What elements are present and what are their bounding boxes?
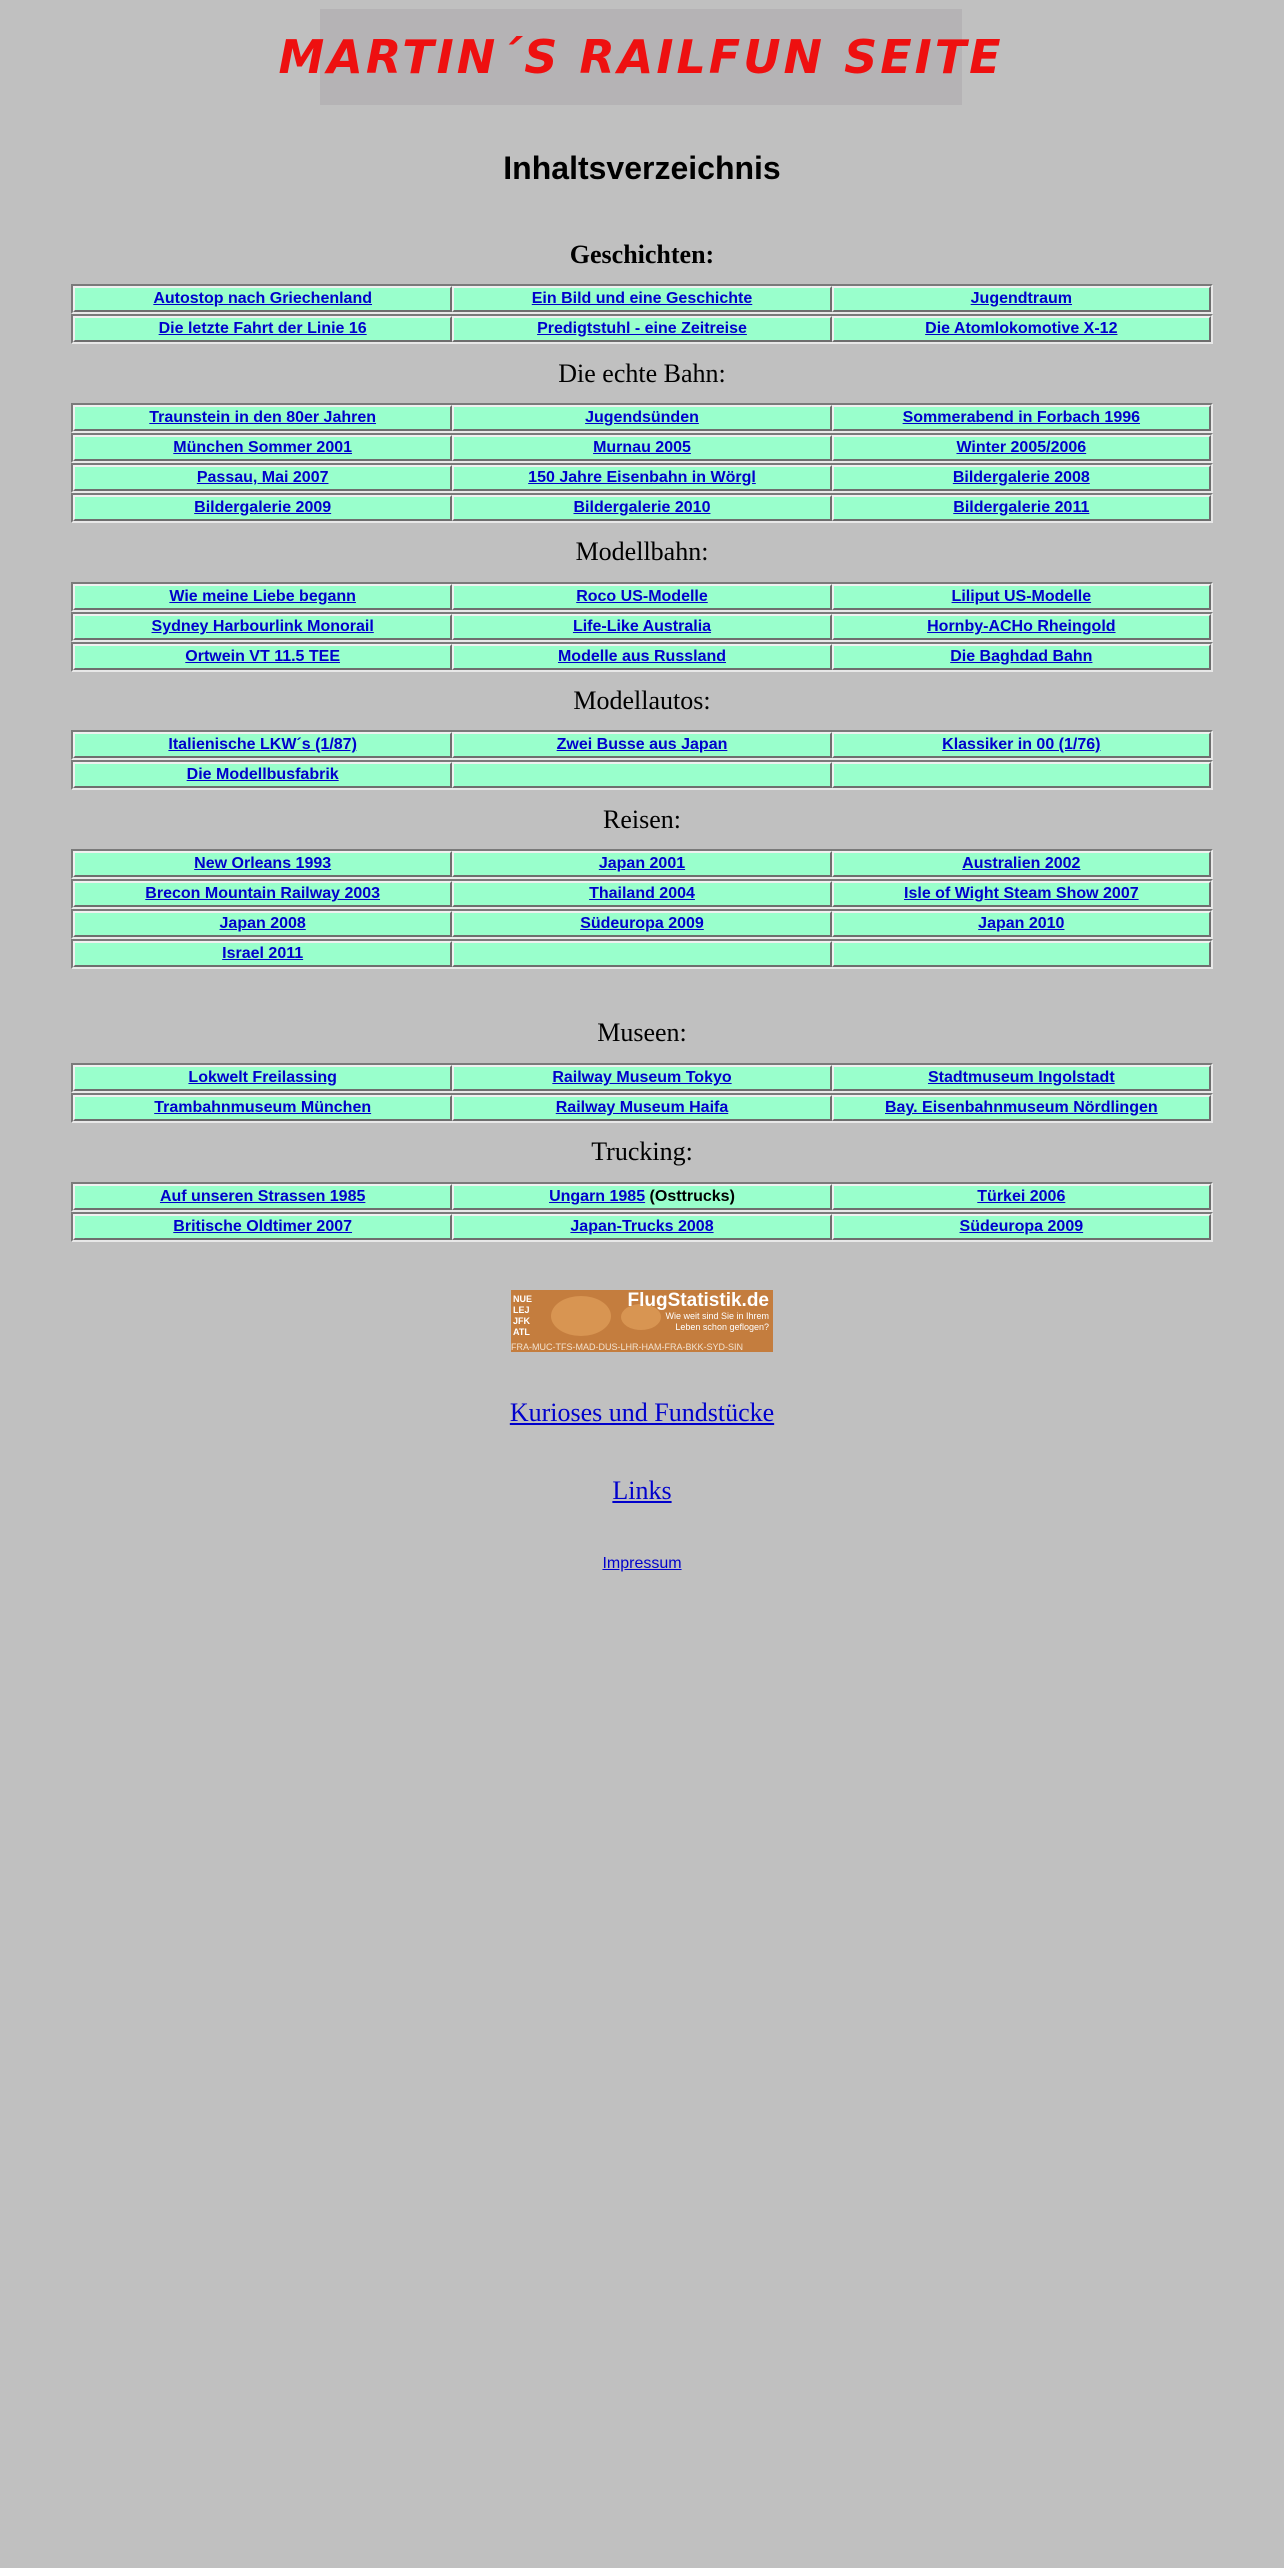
table-cell	[73, 584, 452, 610]
nav-link[interactable]: Ortwein VT 11.5 TEE	[185, 648, 341, 665]
section-heading-geschichten: Geschichten:	[569, 240, 715, 269]
nav-link[interactable]: Japan-Trucks 2008	[570, 1218, 714, 1235]
section-heading-trucking: Trucking:	[591, 1137, 693, 1166]
table-cell	[452, 851, 831, 877]
page-title: Inhaltsverzeichnis	[503, 150, 781, 186]
table-cell	[73, 1065, 452, 1091]
table-cell	[832, 584, 1211, 610]
nav-link[interactable]: Bildergalerie 2009	[194, 499, 332, 516]
link-suffix: (Osttrucks)	[645, 1188, 735, 1205]
flugstatistik-routes: FRA-MUC-TFS-MAD-DUS-LHR-HAM-FRA-BKK-SYD-SIN	[511, 1342, 743, 1352]
flugstatistik-banner[interactable]	[511, 1290, 773, 1352]
table-cell	[73, 644, 452, 670]
table-cell	[73, 851, 452, 877]
nav-link[interactable]: Winter 2005/2006	[956, 439, 1087, 456]
table-cell	[832, 644, 1211, 670]
table-row	[71, 849, 1213, 879]
nav-link[interactable]: Thailand 2004	[589, 885, 695, 902]
nav-link[interactable]: Brecon Mountain Railway 2003	[145, 885, 381, 902]
table-cell	[832, 941, 1211, 967]
nav-link[interactable]: Japan 2001	[598, 855, 686, 872]
nav-link[interactable]: Isle of Wight Steam Show 2007	[904, 885, 1139, 902]
table-cell	[73, 286, 452, 312]
nav-link[interactable]: Bay. Eisenbahnmuseum Nördlingen	[885, 1099, 1158, 1116]
section-heading-echte-bahn: Die echte Bahn:	[558, 359, 726, 388]
kurioses-link-wrap	[0, 1398, 1284, 1428]
nav-link[interactable]: Lokwelt Freilassing	[188, 1069, 337, 1086]
nav-link[interactable]: Die Baghdad Bahn	[950, 648, 1093, 665]
table-cell	[832, 911, 1211, 937]
table-cell	[452, 1184, 831, 1210]
table-cell	[73, 495, 452, 521]
nav-link[interactable]: Life-Like Australia	[572, 618, 712, 635]
table-cell	[452, 1095, 831, 1121]
table-cell	[452, 732, 831, 758]
nav-link[interactable]: Klassiker in 00 (1/76)	[942, 736, 1101, 753]
table-cell	[73, 316, 452, 342]
nav-link[interactable]: Stadtmuseum Ingolstadt	[927, 1069, 1115, 1086]
nav-link[interactable]: Predigtstuhl - eine Zeitreise	[537, 320, 747, 337]
table-row	[71, 909, 1213, 939]
nav-link[interactable]: Südeuropa 2009	[959, 1218, 1084, 1235]
table-cell	[73, 1184, 452, 1210]
table-cell	[832, 405, 1211, 431]
nav-link[interactable]: Murnau 2005	[593, 439, 691, 456]
table-row	[71, 493, 1213, 523]
nav-link[interactable]: Autostop nach Griechenland	[153, 290, 372, 307]
table-row	[71, 433, 1213, 463]
table-row	[71, 760, 1213, 790]
nav-link[interactable]: Railway Museum Tokyo	[552, 1069, 732, 1086]
table-cell	[832, 1065, 1211, 1091]
table-cell	[73, 465, 452, 491]
table-cell	[832, 435, 1211, 461]
table-row	[71, 403, 1213, 433]
table-cell	[73, 732, 452, 758]
nav-link[interactable]: Italienische LKW´s (1/87)	[168, 736, 357, 753]
nav-link[interactable]: Modelle aus Russland	[557, 648, 727, 665]
flugstatistik-subtitle-line: Wie weit sind Sie in Ihrem	[665, 1311, 769, 1321]
table-cell	[832, 286, 1211, 312]
table-cell	[452, 1214, 831, 1240]
nav-link[interactable]: Trambahnmuseum München	[154, 1099, 372, 1116]
nav-link[interactable]: Jugendsünden	[585, 409, 699, 426]
table-cell	[832, 732, 1211, 758]
nav-link[interactable]: Bildergalerie 2011	[953, 499, 1090, 516]
airport-codes	[513, 1294, 532, 1338]
table-row	[71, 642, 1213, 672]
nav-link[interactable]: Die Modellbusfabrik	[186, 766, 339, 783]
nav-link[interactable]: 150 Jahre Eisenbahn in Wörgl	[528, 469, 756, 486]
table-cell	[73, 1214, 452, 1240]
table-reisen	[71, 849, 1213, 969]
table-cell	[452, 644, 831, 670]
table-cell	[452, 911, 831, 937]
table-row	[71, 463, 1213, 493]
banner-title: MARTIN´S RAILFUN SEITE	[278, 30, 1004, 84]
nav-link[interactable]: Australien 2002	[962, 855, 1081, 872]
table-cell	[73, 1095, 452, 1121]
table-row	[71, 612, 1213, 642]
nav-link[interactable]: Railway Museum Haifa	[555, 1099, 729, 1116]
table-cell	[832, 465, 1211, 491]
nav-link[interactable]: Sommerabend in Forbach 1996	[902, 409, 1141, 426]
airport-code: ATL	[513, 1327, 530, 1337]
section-heading-museen: Museen:	[597, 1018, 687, 1047]
table-cell	[832, 1184, 1211, 1210]
nav-link[interactable]: Britische Oldtimer 2007	[173, 1218, 353, 1235]
table-cell	[73, 405, 452, 431]
nav-link[interactable]: Ein Bild und eine Geschichte	[531, 290, 753, 307]
kurioses-link[interactable]: Kurioses und Fundstücke	[509, 1398, 775, 1427]
table-modellbahn	[71, 582, 1213, 672]
airport-code: NUE	[513, 1294, 533, 1304]
nav-link[interactable]: Auf unseren Strassen 1985	[159, 1188, 366, 1205]
nav-link[interactable]: Traunstein in den 80er Jahren	[149, 409, 377, 426]
nav-link[interactable]: Sydney Harbourlink Monorail	[151, 618, 374, 635]
table-cell	[452, 286, 831, 312]
table-cell	[73, 762, 452, 788]
table-cell	[832, 851, 1211, 877]
nav-link[interactable]: Die letzte Fahrt der Linie 16	[158, 320, 367, 337]
table-cell	[832, 762, 1211, 788]
impressum-link-wrap	[0, 1555, 1284, 1573]
table-cell	[832, 881, 1211, 907]
table-row	[71, 314, 1213, 344]
table-cell	[832, 316, 1211, 342]
nav-link[interactable]: Wie meine Liebe begann	[169, 588, 356, 605]
map-shape	[551, 1296, 611, 1336]
table-row	[71, 1212, 1213, 1242]
flugstatistik-subtitle	[665, 1311, 769, 1333]
table-cell	[452, 405, 831, 431]
table-cell	[452, 762, 831, 788]
table-cell	[452, 881, 831, 907]
table-museen	[71, 1063, 1213, 1123]
table-cell	[452, 614, 831, 640]
nav-link[interactable]: Israel 2011	[222, 945, 304, 962]
airport-code: LEJ	[513, 1305, 530, 1315]
nav-link[interactable]: New Orleans 1993	[194, 855, 332, 872]
nav-link[interactable]: Japan 2010	[978, 915, 1065, 932]
table-echte-bahn	[71, 403, 1213, 523]
section-heading-modellautos: Modellautos:	[573, 686, 711, 715]
nav-link[interactable]: Japan 2008	[219, 915, 306, 932]
table-cell	[452, 1065, 831, 1091]
table-row	[71, 939, 1213, 969]
table-row	[71, 1093, 1213, 1123]
nav-link[interactable]: Die Atomlokomotive X-12	[925, 320, 1118, 337]
section-heading-reisen: Reisen:	[603, 805, 681, 834]
nav-link[interactable]: München Sommer 2001	[173, 439, 353, 456]
table-geschichten	[71, 284, 1213, 344]
table-cell	[832, 1095, 1211, 1121]
nav-link[interactable]: Passau, Mai 2007	[196, 469, 329, 486]
table-cell	[73, 941, 452, 967]
table-cell	[73, 614, 452, 640]
table-row	[71, 284, 1213, 314]
table-cell	[452, 941, 831, 967]
nav-link[interactable]: Zwei Busse aus Japan	[556, 736, 728, 753]
table-cell	[832, 495, 1211, 521]
links-link[interactable]: Links	[612, 1476, 672, 1505]
airport-code: JFK	[513, 1316, 531, 1326]
nav-link[interactable]: Südeuropa 2009	[580, 915, 704, 932]
table-modellautos	[71, 730, 1213, 790]
nav-link[interactable]: Hornby-ACHo Rheingold	[927, 618, 1116, 635]
table-cell	[73, 881, 452, 907]
table-row	[71, 582, 1213, 612]
nav-link[interactable]: Bildergalerie 2010	[573, 499, 711, 516]
table-cell	[452, 584, 831, 610]
table-row	[71, 1063, 1213, 1093]
nav-link[interactable]: Roco US-Modelle	[576, 588, 708, 605]
impressum-link[interactable]: Impressum	[602, 1555, 682, 1572]
flugstatistik-subtitle-line: Leben schon geflogen?	[675, 1322, 769, 1332]
site-banner	[278, 9, 1004, 105]
table-cell	[73, 911, 452, 937]
table-cell	[452, 465, 831, 491]
nav-link[interactable]: Jugendtraum	[970, 290, 1072, 307]
nav-link[interactable]: Liliput US-Modelle	[951, 588, 1092, 605]
table-cell	[452, 316, 831, 342]
nav-link[interactable]: Türkei 2006	[977, 1188, 1066, 1205]
nav-link[interactable]: Ungarn 1985	[549, 1188, 646, 1205]
nav-link[interactable]: Bildergalerie 2008	[952, 469, 1090, 486]
table-row	[71, 879, 1213, 909]
flugstatistik-title: FlugStatistik.de	[627, 1290, 769, 1311]
table-row	[71, 1182, 1213, 1212]
table-trucking	[71, 1182, 1213, 1242]
table-cell	[73, 435, 452, 461]
table-cell	[832, 1214, 1211, 1240]
table-row	[71, 730, 1213, 760]
table-cell	[452, 435, 831, 461]
links-link-wrap	[0, 1476, 1284, 1506]
table-cell	[832, 614, 1211, 640]
table-cell	[452, 495, 831, 521]
section-heading-modellbahn: Modellbahn:	[575, 537, 709, 566]
